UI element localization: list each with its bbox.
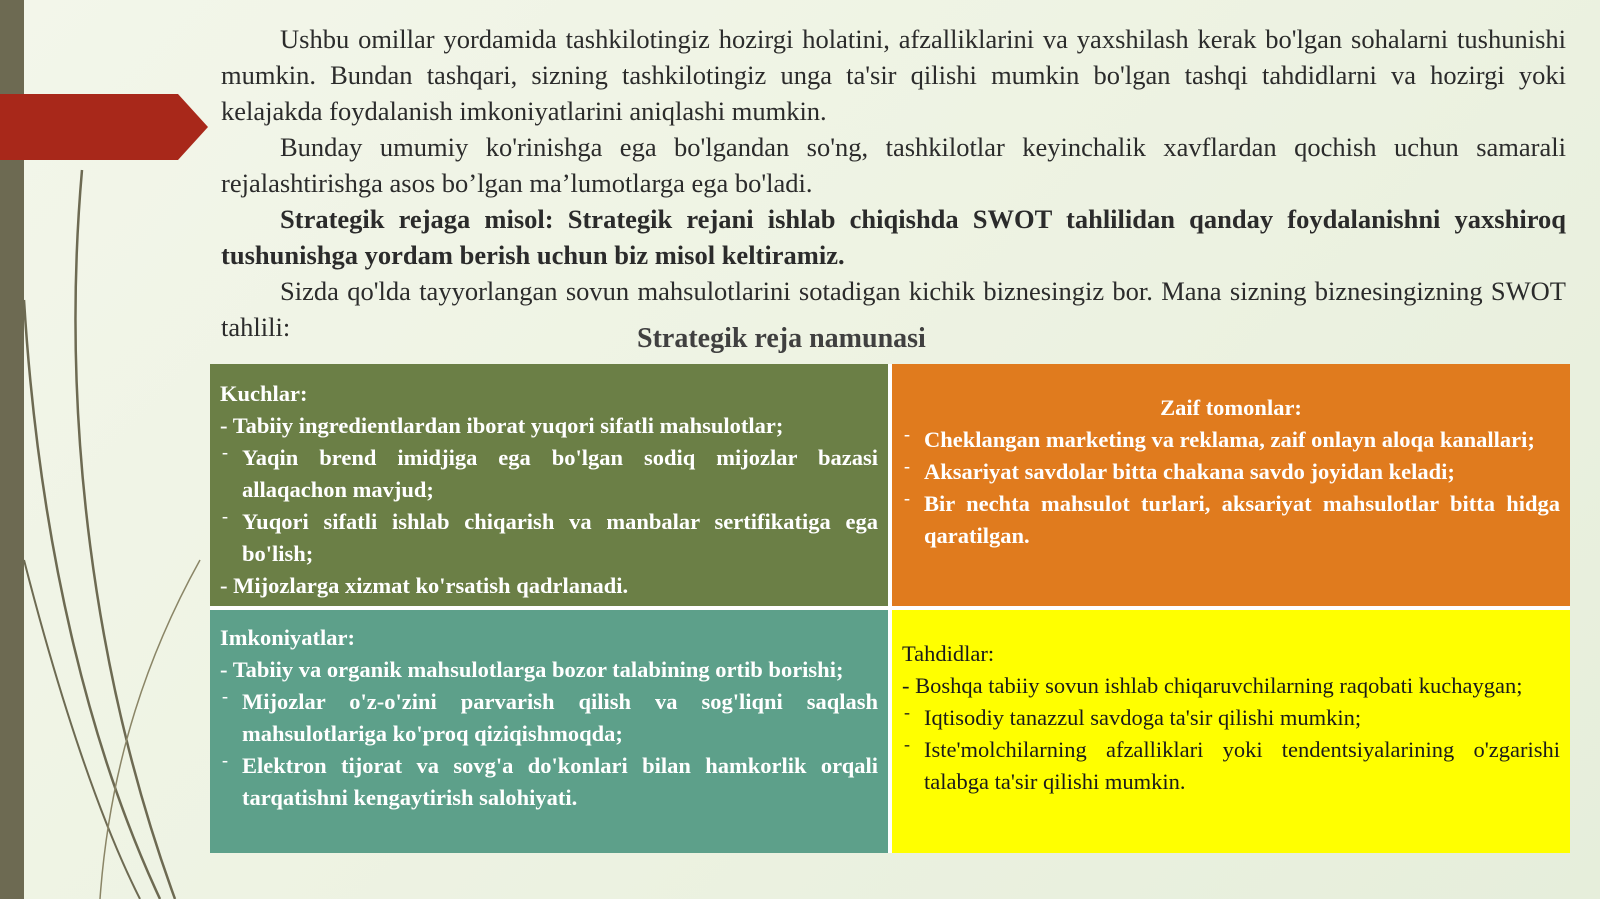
list-item: - Bir nechta mahsulot turlari, aksariyat mahsulotlar bitta hidga qaratilgan. <box>902 488 1560 552</box>
paragraph: Bunday umumiy ko'rinishga ega bo'lgandan so'ng, tashkilotlar keyinchalik xavflardan qochish uchun samarali rejalashtirishga asos bo’lgan ma’lumotlarga ega bo'ladi. <box>221 132 1566 198</box>
strengths-cell <box>210 364 888 606</box>
weaknesses-list <box>902 424 1560 552</box>
list-item: - Yuqori sifatli ishlab chiqarish va manbalar sertifikatiga ega bo'lish; <box>220 506 878 570</box>
red-arrow-shape <box>0 94 210 160</box>
opportunities-heading: Imkoniyatlar: <box>220 625 355 650</box>
list-item: - Cheklangan marketing va reklama, zaif onlayn aloqa kanallari; <box>902 424 1560 456</box>
list-item: - Aksariyat savdolar bitta chakana savdo joyidan keladi; <box>902 456 1560 488</box>
list-item: - Iste'molchilarning afzalliklari yoki tendentsiyalarining o'zgarishi talabga ta'sir qilishi mumkin. <box>902 734 1560 798</box>
weaknesses-heading: Zaif tomonlar: <box>1160 395 1302 420</box>
threats-list <box>902 670 1560 798</box>
list-item: - Yaqin brend imidjiga ega bo'lgan sodiq mijozlar bazasi allaqachon mavjud; <box>220 442 878 506</box>
opportunities-cell <box>210 610 888 853</box>
list-item: - Boshqa tabiiy sovun ishlab chiqaruvchilarning raqobati kuchaygan; <box>902 673 1523 698</box>
paragraph-bold: Strategik rejaga misol: Strategik rejani ishlab chiqishda SWOT tahlilidan qanday foydalanishni yaxshiroq tushunishga yordam berish uchun biz misol keltiramiz. <box>221 204 1566 270</box>
threats-heading: Tahdidlar: <box>902 641 995 666</box>
list-item: - Tabiiy ingredientlardan iborat yuqori sifatli mahsulotlar; <box>220 413 784 438</box>
list-item: - Iqtisodiy tanazzul savdoga ta'sir qilishi mumkin; <box>902 702 1560 734</box>
body-text <box>221 21 1566 345</box>
paragraph: Ushbu omillar yordamida tashkilotingiz hozirgi holatini, afzalliklarini va yaxshilash kerak bo'lgan sohalarni tushunishi mumkin. Bundan tashqari, sizning tashkilotingiz unga ta'sir qilishi mumkin bo'lgan tashqi tahdidlarni va hozirgi yoki kelajakda foydalanish imkoniyatlarini aniqlashi mumkin. <box>221 24 1566 126</box>
weaknesses-cell <box>892 364 1570 606</box>
list-item: - Elektron tijorat va sovg'a do'konlari bilan hamkorlik orqali tarqatishni kengaytirish salohiyati. <box>220 750 878 814</box>
swot-table <box>210 364 1570 853</box>
strengths-list <box>220 410 878 602</box>
threats-cell <box>892 610 1570 853</box>
paragraph: Sizda qo'lda tayyorlangan sovun mahsulotlarini sotadigan kichik biznesingiz bor. Mana sizning biznesingizning SWOT tahlili: <box>221 276 1566 342</box>
list-item: - Mijozlar o'z-o'zini parvarish qilish va sog'liqni saqlash mahsulotlariga ko'proq qiziqishmoqda; <box>220 686 878 750</box>
table-title: Strategik reja namunasi <box>637 323 926 354</box>
opportunities-list <box>220 654 878 814</box>
strengths-heading: Kuchlar: <box>220 381 308 406</box>
list-item: - Tabiiy va organik mahsulotlarga bozor talabining ortib borishi; <box>220 657 844 682</box>
list-item: - Mijozlarga xizmat ko'rsatish qadrlanadi. <box>220 573 629 598</box>
